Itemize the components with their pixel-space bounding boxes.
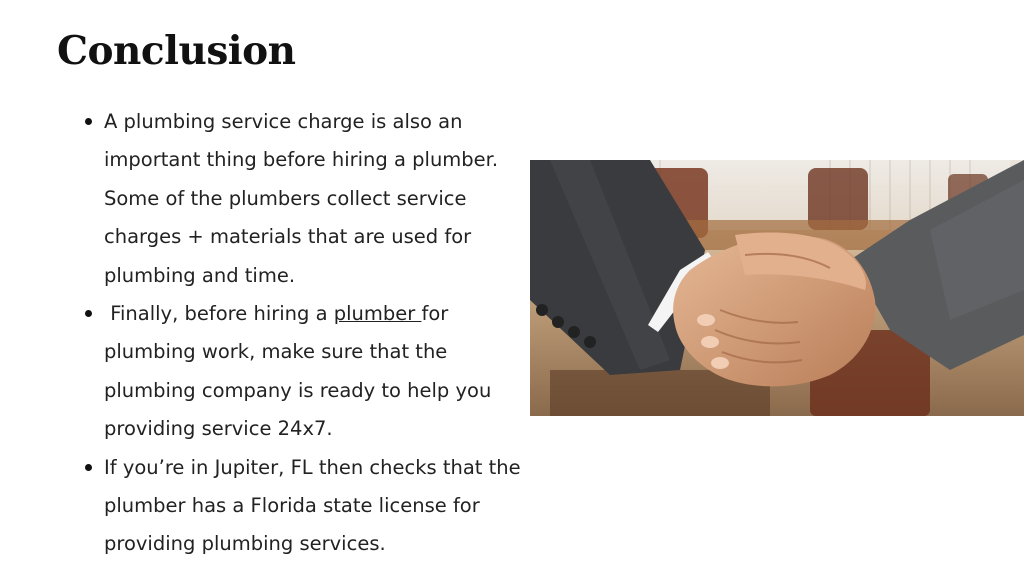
slide-title: Conclusion (57, 28, 296, 74)
bullet-item (104, 295, 544, 449)
bullet-text-suffix: for plumbing work, make sure that the plumbing company is ready to help you providing service 24x7. (104, 302, 492, 441)
handshake-illustration (530, 160, 1024, 416)
bullet-item (104, 449, 544, 564)
handshake-photo (530, 160, 1024, 416)
bullet-list (80, 103, 544, 564)
bullet-text: A plumbing service charge is also an important thing before hiring a plumber. Some of the plumbers collect service charges + materials that are used for plumbing and time. (104, 110, 499, 287)
bullet-text: If you’re in Jupiter, FL then checks that the plumber has a Florida state license for providing plumbing services. (104, 455, 521, 556)
bullet-item (104, 103, 544, 295)
bullet-text-prefix: Finally, before hiring a (104, 302, 334, 326)
plumber-link[interactable]: plumber (333, 302, 422, 326)
